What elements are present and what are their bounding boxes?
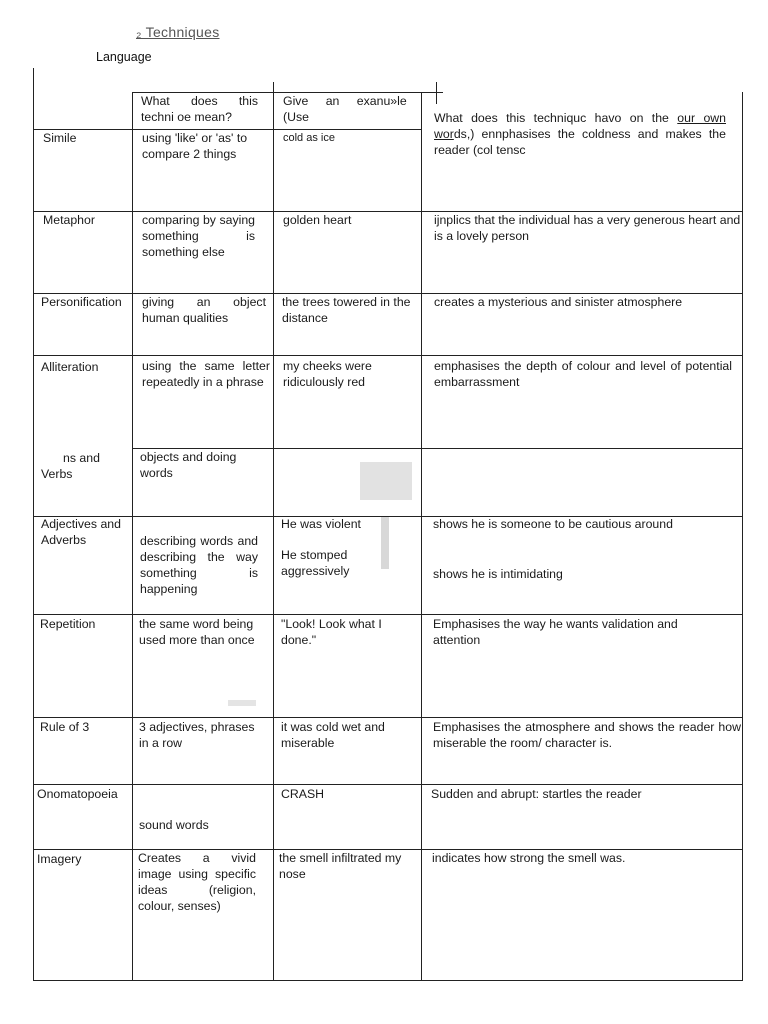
- grid-line: [742, 92, 743, 980]
- technique-simile: Simile: [43, 131, 77, 145]
- technique-metaphor: Metaphor: [43, 213, 95, 227]
- effect-repetition: Emphasises the way he wants validation and attention: [433, 617, 678, 647]
- technique-personification: Personification: [41, 295, 122, 309]
- header-example: [283, 93, 448, 125]
- grid-line: [33, 980, 743, 981]
- example-metaphor: golden heart: [283, 213, 352, 227]
- meaning-repetition: the same word being used more than once: [139, 617, 255, 647]
- effect-alliteration: emphasises the depth of colour and level of potential embarrassment: [434, 359, 732, 389]
- technique-alliteration: Alliteration: [41, 360, 99, 374]
- header-example-text: Give an exanu»le (Use: [283, 94, 407, 124]
- grid-line: [33, 614, 743, 615]
- document-title: ₂ Techniques: [136, 24, 220, 40]
- meaning-rule-of-3: 3 adjectives, phrases in a row: [139, 720, 255, 750]
- meaning-personification: giving an object human qualities: [142, 295, 266, 325]
- technique-rule-of-3: Rule of 3: [40, 720, 90, 734]
- example-simile: cold as ice: [283, 132, 335, 144]
- scan-artifact: [360, 462, 412, 500]
- example-adjectives-adverbs-2: He stomped aggressively: [281, 548, 350, 578]
- header-meaning: What does this techni oe mean?: [141, 94, 258, 124]
- scan-artifact: [381, 517, 389, 569]
- effect-adjectives-adverbs-1: shows he is someone to be cautious around: [433, 517, 673, 531]
- technique-adjectives-adverbs: Adjectives and Adverbs: [41, 517, 121, 547]
- technique-nouns-verbs: ns and Verbs: [41, 451, 100, 481]
- grid-line: [33, 717, 743, 718]
- meaning-adjectives-adverbs: describing words and describing the way something is happening: [140, 534, 258, 596]
- effect-imagery: indicates how strong the smell was.: [432, 851, 626, 865]
- technique-onomatopoeia: Onomatopoeia: [37, 787, 118, 801]
- header-effect-underlined-2: wor: [434, 127, 454, 141]
- example-personification: the trees towered in the distance: [282, 295, 411, 325]
- meaning-nouns-verbs: objects and doing words: [140, 450, 237, 480]
- example-rule-of-3: it was cold wet and miserable: [281, 720, 385, 750]
- meaning-simile: using 'like' or 'as' to compare 2 things: [142, 131, 248, 161]
- header-effect-pre: What does this techniquc havo on the: [434, 111, 678, 125]
- example-imagery: the smell infiltrated my nose: [279, 851, 402, 881]
- effect-adjectives-adverbs-2: shows he is intimidating: [433, 567, 563, 581]
- example-adjectives-adverbs-1: He was violent: [281, 517, 361, 531]
- header-effect: [434, 110, 726, 158]
- effect-rule-of-3: Emphasises the atmosphere and shows the reader how miserable the room/ character is.: [433, 720, 741, 750]
- meaning-onomatopoeia: sound words: [139, 818, 209, 832]
- example-repetition: "Look! Look what I done.": [281, 617, 382, 647]
- meaning-metaphor: comparing by saying something is something else: [142, 213, 255, 259]
- example-alliteration: my cheeks were ridiculously red: [283, 359, 372, 389]
- document-subtitle: Language: [96, 50, 152, 64]
- example-onomatopoeia: CRASH: [281, 787, 325, 801]
- grid-line: [33, 68, 34, 981]
- technique-repetition: Repetition: [40, 617, 96, 631]
- grid-line: [33, 784, 743, 785]
- effect-onomatopoeia: Sudden and abrupt: startles the reader: [431, 787, 642, 801]
- grid-line: [33, 355, 743, 356]
- header-effect-underlined: our own: [677, 111, 726, 125]
- effect-personification: creates a mysterious and sinister atmosphere: [434, 295, 683, 309]
- effect-metaphor: ijnplics that the individual has a very generous heart and is a lovely person: [434, 213, 741, 243]
- grid-line: [421, 92, 422, 980]
- grid-line: [273, 82, 274, 980]
- meaning-imagery: Creates a vivid image using specific ideas (religion, colour, senses): [138, 851, 256, 913]
- technique-imagery: Imagery: [37, 852, 82, 866]
- header-effect-post: ds,) ennphasises the coldness and makes the reader (col tensc: [434, 127, 726, 157]
- meaning-alliteration: using the same letter repeatedly in a phrase: [142, 359, 270, 389]
- scan-artifact: [228, 700, 256, 706]
